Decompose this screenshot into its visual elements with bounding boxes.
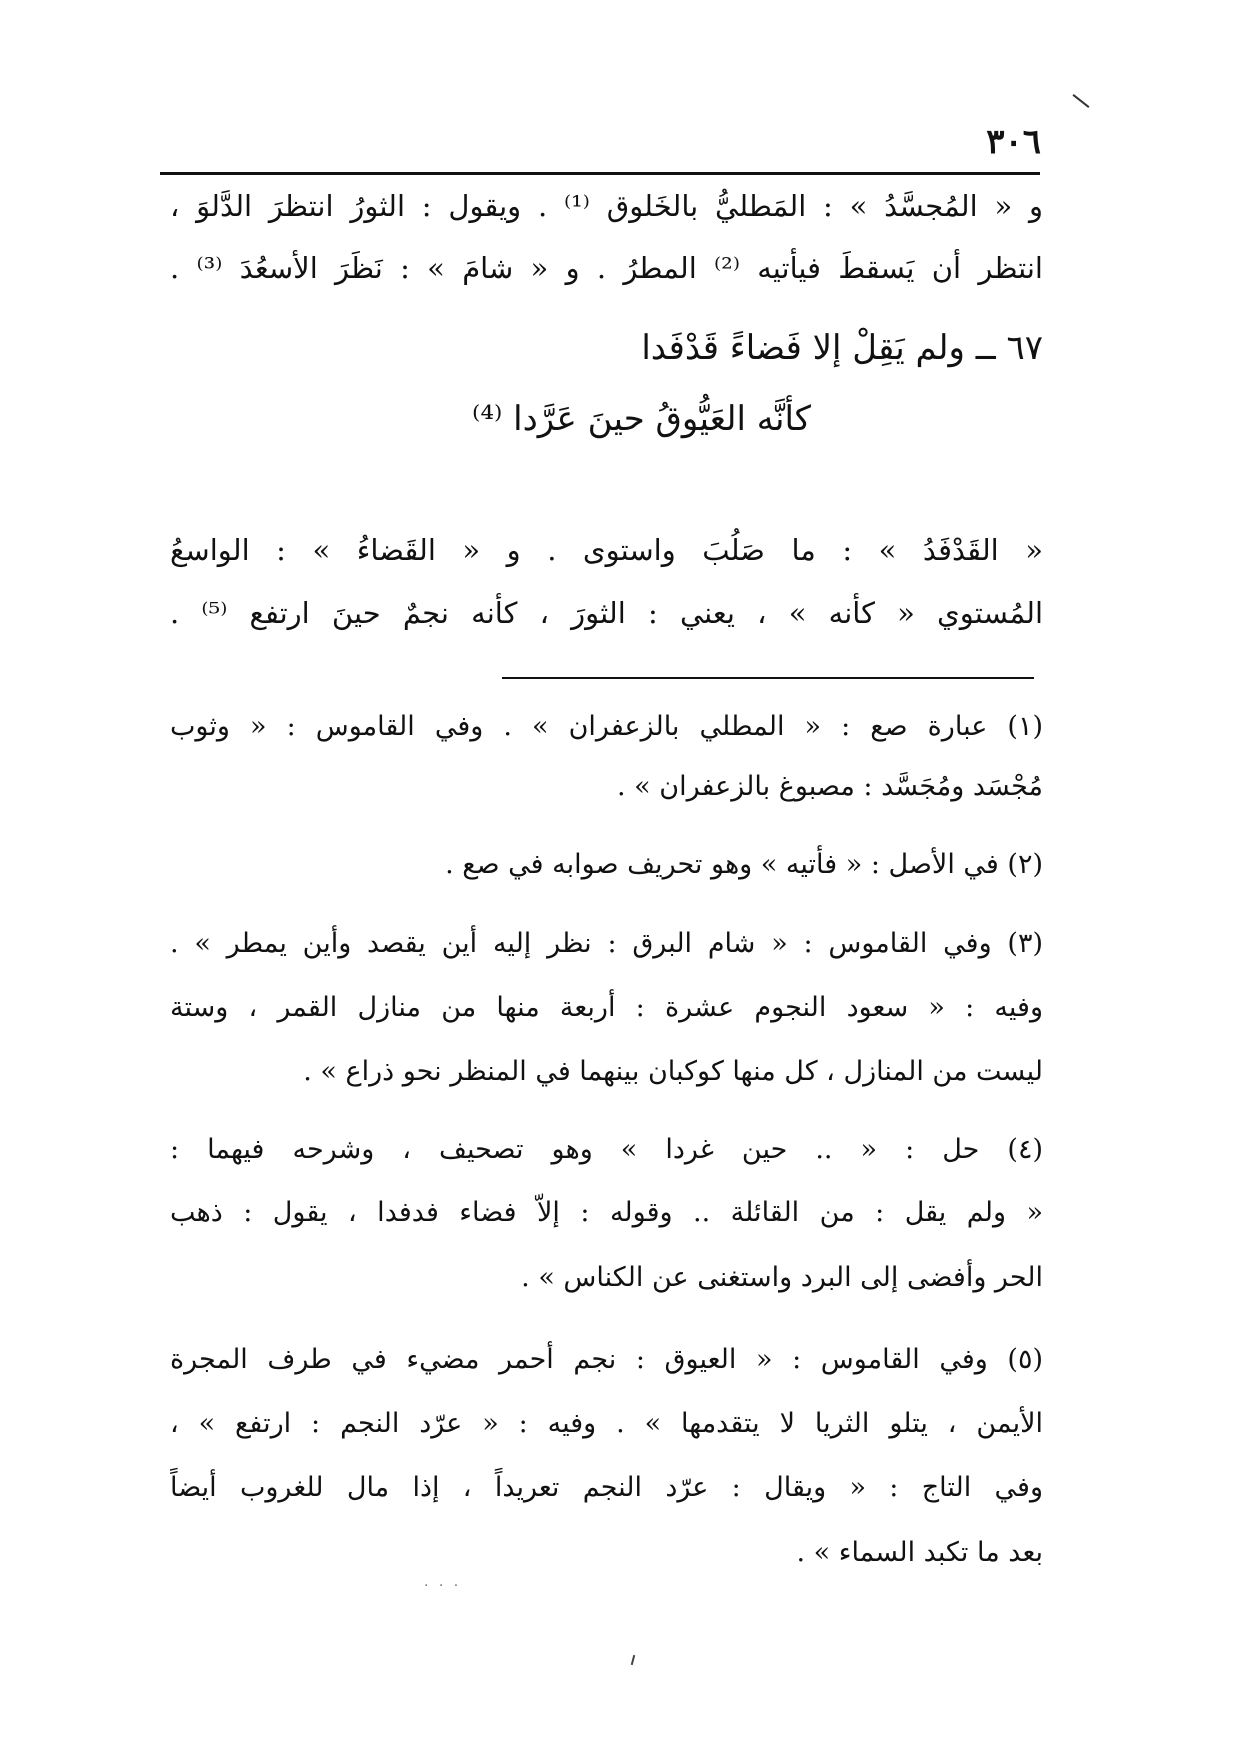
footnotes-rule xyxy=(502,677,1034,679)
footnote-2-line-1: (٢) في الأصل : « فأتيه » وهو تحريف صوابه في صع . xyxy=(445,849,1043,880)
body-line-1: و « المُجسَّدُ » : المَطليُّ بالخَلوق ⁽¹⁾ . ويقول : الثورُ انتظرَ الدَّلوَ ، xyxy=(170,189,1043,223)
footnote-1-line-1: (١) عبارة صع : « المطلي بالزعفران » . وفي القاموس : « وثوب xyxy=(170,711,1043,742)
footnote-5-line-3: وفي التاج : « ويقال : عرّد النجم تعريداً ، إذا مال للغروب أيضاً xyxy=(170,1472,1043,1503)
commentary-line-2: المُستوي « كأنه » ، يعني : الثورَ ، كأنه نجمٌ حينَ ارتفع ⁽⁵⁾ . xyxy=(170,596,1043,630)
footnote-3-line-2: وفيه : « سعود النجوم عشرة : أربعة منها من منازل القمر ، وستة xyxy=(170,992,1043,1023)
verse-line-2: كأنَّه العَيُّوقُ حينَ عَرَّدا ⁽⁴⁾ xyxy=(471,399,811,439)
body-line-2: انتظر أن يَسقطَ فيأتيه ⁽²⁾ المطرُ . و « شامَ » : نَظَرَ الأسعُدَ ⁽³⁾ . xyxy=(170,251,1043,285)
verse-line-1: ٦٧ ــ ولم يَقِلْ إلا فَضاءً قَدْفَدا xyxy=(641,328,1043,368)
footnote-4-line-1: (٤) حل : « .. حين غردا » وهو تصحيف ، وشرحه فيهما : xyxy=(170,1134,1043,1165)
footnote-5-line-1: (٥) وفي القاموس : « العيوق : نجم أحمر مضيء في طرف المجرة xyxy=(170,1344,1043,1375)
scan-mark xyxy=(1073,94,1090,108)
header-rule xyxy=(160,172,1040,175)
scan-tick xyxy=(631,1655,636,1665)
footnote-4-line-2: « ولم يقل : من القائلة .. وقوله : إلاّ فضاء فدفدا ، يقول : ذهب xyxy=(170,1197,1043,1228)
footnote-5-line-4: بعد ما تكبد السماء » . xyxy=(796,1537,1043,1568)
footnote-3-line-1: (٣) وفي القاموس : « شام البرق : نظر إليه أين يقصد وأين يمطر » . xyxy=(170,928,1043,959)
scan-specks: · · · xyxy=(424,1578,462,1594)
footnote-4-line-3: الحر وأفضى إلى البرد واستغنى عن الكناس » . xyxy=(521,1262,1043,1293)
footnote-1-line-2: مُجْسَد ومُجَسَّد : مصبوغ بالزعفران » . xyxy=(617,771,1043,802)
page-number: ٣٠٦ xyxy=(986,122,1041,162)
footnote-5-line-2: الأيمن ، يتلو الثريا لا يتقدمها » . وفيه : « عرّد النجم : ارتفع » ، xyxy=(170,1408,1043,1439)
footnote-3-line-3: ليست من المنازل ، كل منها كوكبان بينهما في المنظر نحو ذراع » . xyxy=(303,1056,1043,1087)
commentary-line-1: « القَدْفَدُ » : ما صَلُبَ واستوى . و « القَضاءُ » : الواسعُ xyxy=(170,533,1043,567)
